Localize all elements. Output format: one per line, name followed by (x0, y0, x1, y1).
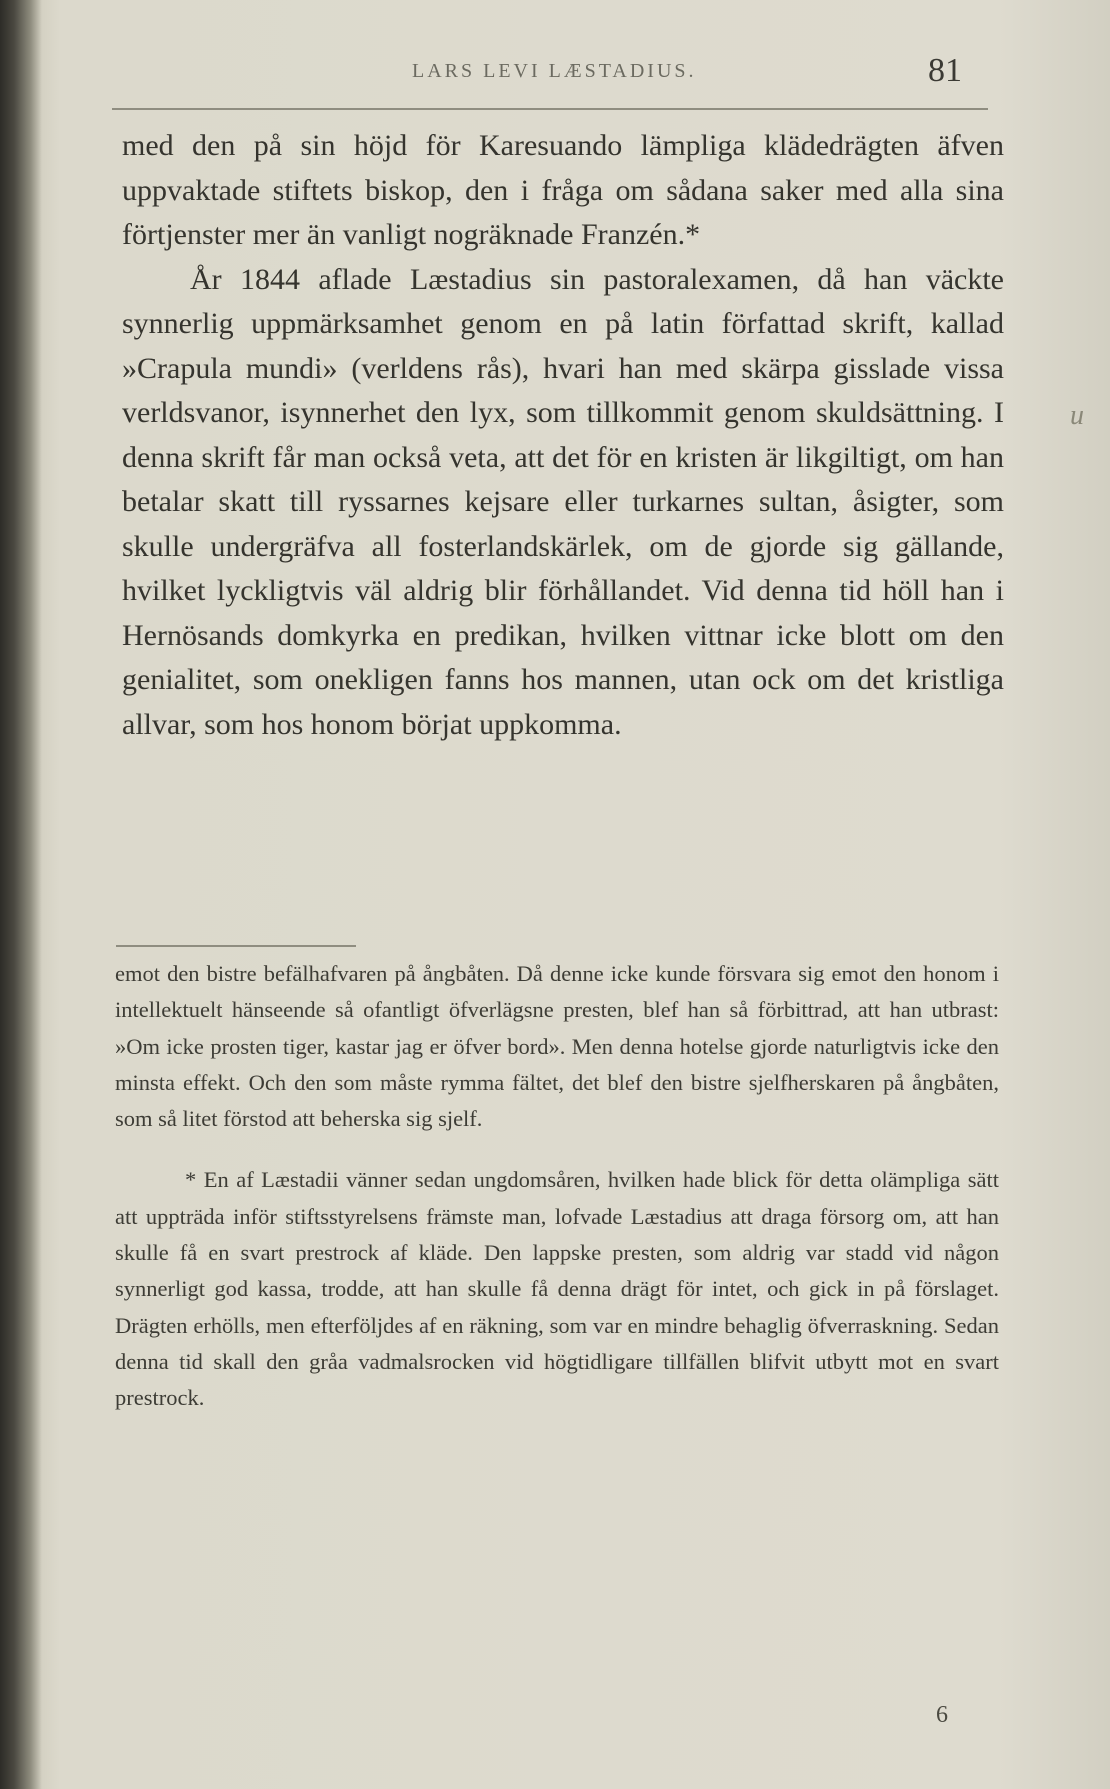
page-header (110, 52, 990, 92)
paragraph-1844: År 1844 aflade Læstadius sin pastoralexamen, då han väckte synnerlig uppmärksamhet genom en på latin författad skrift, kallad »Crapula mundi» (verldens rås), hvari han med skärpa gisslade vissa verldsvanor, isynnerhet den lyx, som tillkommit genom skuldsättning. I denna skrift får man också veta, att det för en kristen är likgiltigt, om han betalar skatt till ryssarnes kejsare eller turkarnes sultan, åsigter, som skulle undergräfva all fosterlandskärlek, om de gjorde sig gällande, hvilket lyckligtvis väl aldrig blir förhållandet. Vid denna tid höll han i Hernösands domkyrka en predikan, hvilken vittnar icke blott om den genialitet, som onekligen fanns hos mannen, utan ock om det kristliga allvar, som hos honom börjat uppkomma. (122, 262, 1004, 741)
footnote-rule (116, 945, 356, 947)
book-gutter-shadow (0, 0, 42, 1789)
header-rule (112, 108, 988, 110)
paragraph-continued: med den på sin höjd för Karesuando lämpliga klädedrägten äfven uppvaktade stiftets biskop, den i fråga om sådana saker med alla sina förtjenster mer än vanligt nogräknade Franzén.* (122, 129, 1004, 251)
running-head: LARS LEVI LÆSTADIUS. (412, 60, 697, 82)
footnotes (115, 956, 999, 1417)
page-number: 81 (928, 52, 962, 89)
footnote-star: * En af Læstadii vänner sedan ungdomsåren, hvilken hade blick för detta olämpliga sätt att uppträda inför stiftsstyrelsens främste man, lofvade Læstadius att draga försorg om, att han skulle få en svart prestrock af kläde. Den lappske presten, som aldrig var stadd vid någon synnerligt god kassa, trodde, att han skulle få denna drägt för intet, och gick in på förslaget. Drägten erhölls, men efterföljdes af en räkning, som var en mindre behaglig öfverraskning. Sedan denna tid skall den gråa vadmalsrocken vid högtidligare tillfällen blifvit utbytt mot en svart prestrock. (115, 1167, 999, 1411)
footnote-continued: emot den bistre befälhafvaren på ångbåten. Då denne icke kunde försvara sig emot den honom i intellektuelt hänseende så ofantligt öfverlägsne presten, blef han så förbittrad, att han utbrast: »Om icke prosten tiger, kastar jag er öfver bord». Men denna hotelse gjorde naturligtvis icke den minsta effekt. Och den som måste rymma fältet, det blef den bistre sjelfherskaren på ångbåten, som så litet förstod att beherska sig sjelf. (115, 961, 999, 1132)
margin-annotation: u (1070, 400, 1084, 431)
main-text (122, 124, 1004, 747)
signature-mark: 6 (936, 1702, 948, 1728)
